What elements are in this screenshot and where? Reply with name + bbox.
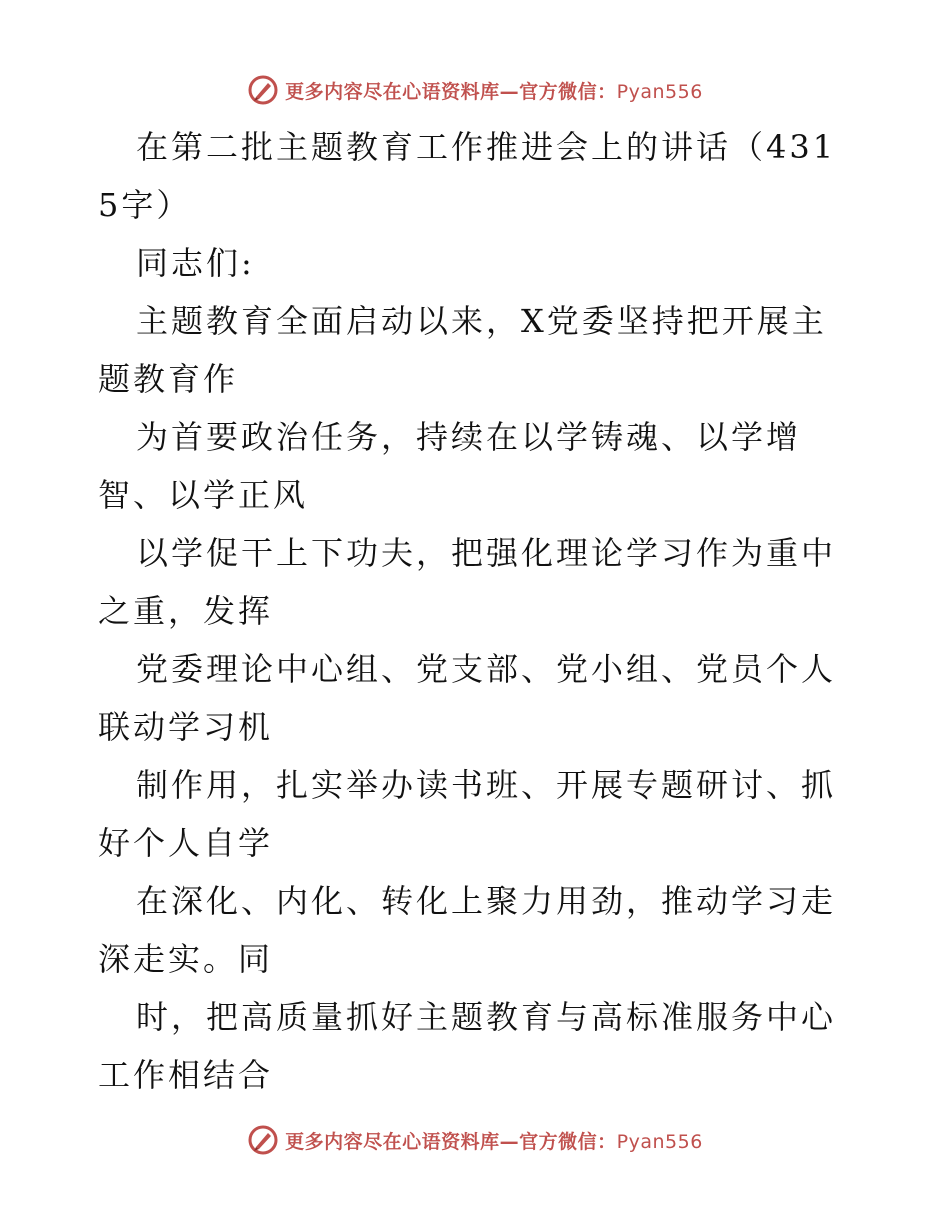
banner-wechat-id: Pyan556 — [616, 80, 703, 103]
body-paragraph: 以学促干上下功夫，把强化理论学习作为重中之重，发挥 — [98, 534, 837, 630]
pen-logo-icon — [247, 74, 279, 106]
body-paragraph: 在深化、内化、转化上聚力用劲，推动学习走深走实。同 — [98, 882, 837, 978]
body-paragraph: 时，把高质量抓好主题教育与高标准服务中心工作相结合 — [98, 998, 837, 1094]
salutation: 同志们: — [136, 244, 255, 282]
banner-site-text: 更多内容尽在心语资料库—官方微信： — [285, 1130, 617, 1153]
document-title: 在第二批主题教育工作推进会上的讲话（4315字） — [98, 128, 837, 224]
body-paragraph: 为首要政治任务，持续在以学铸魂、以学增智、以学正风 — [98, 418, 802, 514]
banner-text — [285, 77, 703, 104]
pen-logo-icon — [247, 1124, 279, 1156]
banner-text — [285, 1127, 703, 1154]
body-paragraph: 制作用，扎实举办读书班、开展专题研讨、抓好个人自学 — [98, 766, 837, 862]
body-paragraph: 党委理论中心组、党支部、党小组、党员个人联动学习机 — [98, 650, 837, 746]
banner-wechat-id: Pyan556 — [616, 1130, 703, 1153]
body-paragraph: 主题教育全面启动以来，X党委坚持把开展主题教育作 — [98, 302, 827, 398]
header-banner — [0, 70, 950, 110]
document-body — [98, 118, 858, 1104]
banner-site-text: 更多内容尽在心语资料库—官方微信： — [285, 80, 617, 103]
footer-banner — [0, 1120, 950, 1160]
